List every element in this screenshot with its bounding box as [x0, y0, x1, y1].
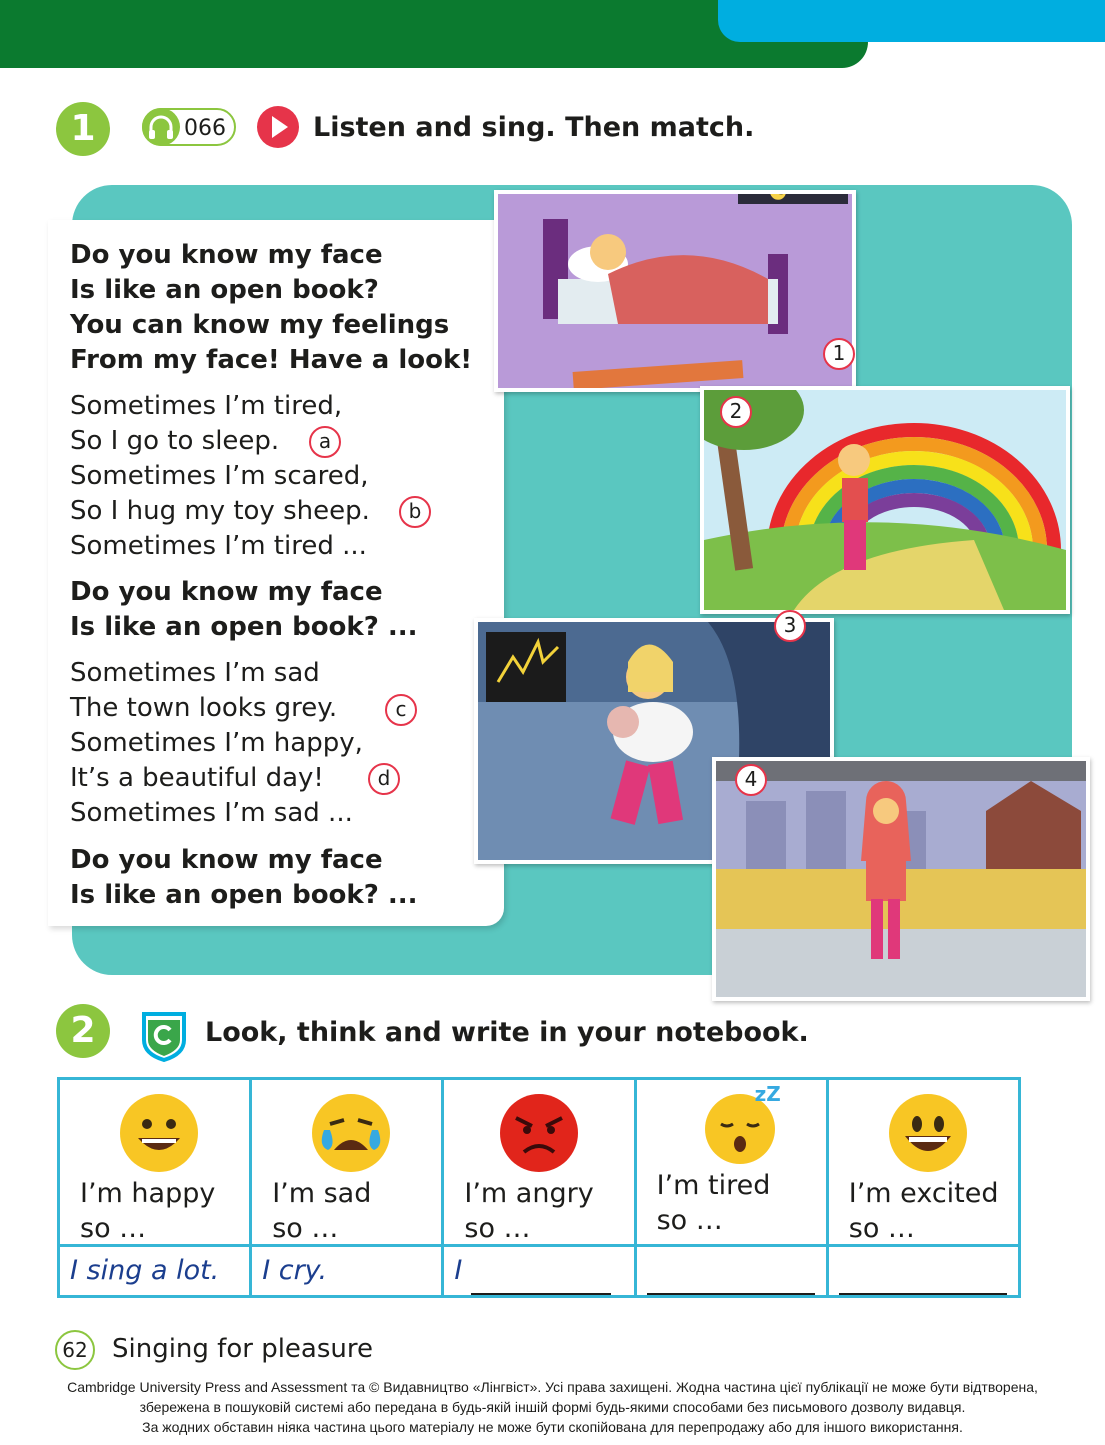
crying-face-icon [312, 1094, 390, 1172]
answer-angry: I [454, 1255, 463, 1286]
answer-excited-cell[interactable] [827, 1246, 1019, 1297]
lyric-line: Sometimes I’m scared, [70, 461, 369, 491]
lyric-line: From my face! Have a look! [70, 345, 473, 375]
answer-tired-cell[interactable] [635, 1246, 827, 1297]
feeling-label: I’m tired [656, 1170, 771, 1201]
exercise-2-title: Look, think and write in your notebook. [205, 1017, 809, 1048]
headphones-icon [142, 108, 180, 146]
table-cell-excited [827, 1079, 1019, 1246]
answer-blank-line [839, 1263, 1007, 1295]
excited-face-icon [889, 1094, 967, 1172]
match-letter-b[interactable]: b [399, 496, 431, 528]
feeling-label: I’m angry [464, 1178, 594, 1209]
lyric-line: The town looks grey. [70, 693, 338, 723]
match-letter-c[interactable]: c [385, 694, 417, 726]
picture-number-4: 4 [735, 764, 767, 796]
so-label: so … [80, 1213, 147, 1244]
lyric-line: Is like an open book? ... [70, 612, 418, 642]
answer-blank-line [647, 1263, 815, 1295]
lyric-line: Sometimes I’m tired ... [70, 531, 367, 561]
angry-face-icon [500, 1094, 578, 1172]
lyric-line: Is like an open book? [70, 275, 379, 305]
picture-number-3: 3 [774, 610, 806, 642]
feelings-table [57, 1077, 1021, 1298]
picture-number-1: 1 [823, 338, 855, 370]
audio-track-number: 066 [184, 116, 226, 141]
lyric-line: Sometimes I’m happy, [70, 728, 363, 758]
lyric-line: Is like an open book? ... [70, 880, 418, 910]
answer-blank-line [471, 1263, 611, 1295]
exercise-1-number: 1 [56, 102, 110, 156]
feeling-label: I’m sad [272, 1178, 372, 1209]
exercise-1-title: Listen and sing. Then match. [313, 112, 755, 143]
feeling-label: I’m excited [848, 1178, 999, 1209]
picture-happy-girl-rainbow [700, 386, 1070, 614]
match-letter-a[interactable]: a [309, 426, 341, 458]
table-cell-sad [251, 1079, 443, 1246]
feeling-label: I’m happy [80, 1178, 216, 1209]
lyric-line: You can know my feelings [70, 310, 450, 340]
so-label: so … [656, 1205, 723, 1236]
grinning-face-icon [120, 1094, 198, 1172]
lyric-line: It’s a beautiful day! [70, 763, 324, 793]
so-label: so … [272, 1213, 339, 1244]
lyric-line: So I go to sleep. [70, 426, 280, 456]
lyric-line: Do you know my face [70, 577, 383, 607]
copyright-line: За жодних обставин ніяка частина цього матеріалу не може бути скопійована для перепродажу або для іншого використання. [142, 1419, 963, 1435]
lyric-line: Do you know my face [70, 845, 383, 875]
answer-happy: I sing a lot. [59, 1246, 251, 1297]
lyric-line: Sometimes I’m tired, [70, 391, 343, 421]
picture-tired-girl-in-bed [494, 190, 856, 392]
critical-thinking-shield-icon [140, 1010, 188, 1062]
copyright-line: Cambridge University Press and Assessment та © Видавництво «Лінгвіст». Усі права захищені. Жодна частина цієї публікації не може бути відтворена, [67, 1379, 1038, 1395]
audio-track-badge[interactable] [142, 108, 236, 146]
exercise-2-number: 2 [56, 1004, 110, 1058]
so-label: so … [848, 1213, 915, 1244]
so-label: so … [464, 1213, 531, 1244]
header-blue-bar [718, 0, 1105, 42]
copyright-line: збережена в пошуковій системі або передана в будь-якій іншій формі будь-якими способами без письмового дозволу видавця. [139, 1399, 966, 1415]
page-number: 62 [55, 1330, 95, 1370]
table-cell-happy [59, 1079, 251, 1246]
picture-sad-girl-in-rain [712, 757, 1090, 1001]
section-title: Singing for pleasure [112, 1334, 373, 1364]
answer-sad: I cry. [251, 1246, 443, 1297]
lyric-line: Do you know my face [70, 240, 383, 270]
answer-angry-cell[interactable] [443, 1246, 635, 1297]
lyric-line: Sometimes I’m sad [70, 658, 320, 688]
table-cell-angry [443, 1079, 635, 1246]
zzz-icon: zZ [754, 1082, 781, 1106]
table-cell-tired [635, 1079, 827, 1246]
play-video-icon[interactable] [257, 106, 299, 148]
match-letter-d[interactable]: d [368, 763, 400, 795]
lyric-line: So I hug my toy sheep. [70, 496, 370, 526]
lyric-line: Sometimes I’m sad ... [70, 798, 353, 828]
picture-number-2: 2 [720, 396, 752, 428]
